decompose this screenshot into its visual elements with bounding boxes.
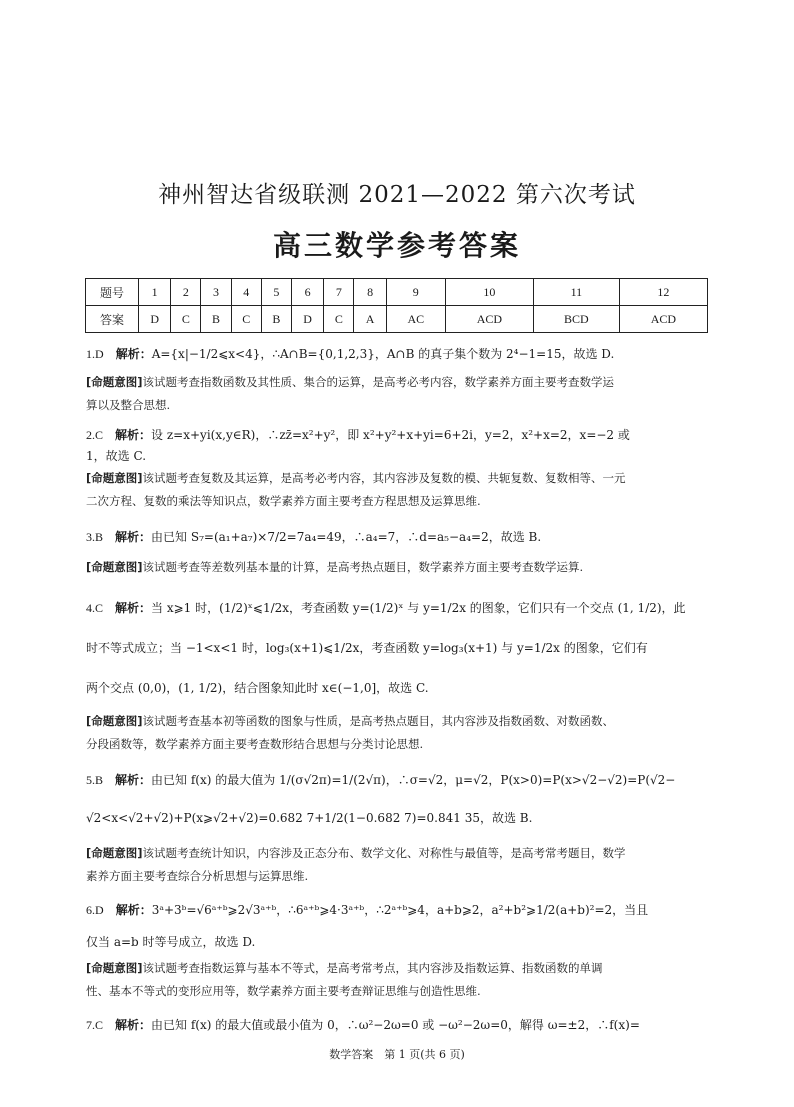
intent-text: 该试题考查等差数列基本量的计算，是高考热点题目，数学素养方面主要考查数学运算. bbox=[142, 560, 584, 574]
intent-block bbox=[86, 710, 716, 756]
solution-text: A={x|−1/2⩽x<4}，∴A∩B={0,1,2,3}，A∩B 的真子集个数为 2⁴−1=15，故选 D. bbox=[151, 347, 615, 361]
intent-block bbox=[86, 957, 716, 1003]
solution-text: 设 z=x+yi(x,y∈R)，∴zz̄=x²+y²，即 x²+y²+x+yi=6+2i，y=2，x²+x=2，x=−2 或 bbox=[151, 428, 630, 442]
question-number-cell: 2 bbox=[171, 279, 201, 306]
intent-label: [命题意图] bbox=[86, 714, 143, 728]
solution-text: 由已知 f(x) 的最大值为 1/(σ√2π)=1/(2√π)，∴σ=√2，μ=√2，P(x>0)=P(x>√2−√2)=P(√2− bbox=[151, 773, 676, 787]
solution-line bbox=[86, 590, 716, 626]
intent-block bbox=[86, 842, 716, 888]
solution-line bbox=[86, 425, 716, 446]
intent-line: 性、基本不等式的变形应用等，数学素养方面主要考查辩证思维与创造性思维. bbox=[86, 984, 481, 998]
solution-6 bbox=[86, 892, 716, 1003]
answer-cell: C bbox=[231, 306, 261, 333]
answer-cell: B bbox=[261, 306, 291, 333]
answer-table bbox=[85, 278, 708, 333]
solution-line bbox=[86, 344, 716, 365]
intent-line bbox=[86, 957, 716, 980]
intent-line: 算以及整合思想. bbox=[86, 398, 171, 412]
solution-line: 仅当 a=b 时等号成立，故选 D. bbox=[86, 935, 256, 949]
question-number-cell: 11 bbox=[533, 279, 619, 306]
exam-title: 神州智达省级联测 2021—2022 第六次考试 bbox=[158, 182, 636, 208]
question-number-cell: 1 bbox=[139, 279, 171, 306]
solution-line: 两个交点 (0,0)，(1, 1/2)，结合图象知此时 x∈(−1,0]，故选 C. bbox=[86, 681, 429, 695]
intent-block bbox=[86, 556, 716, 579]
solution-number: 5.B bbox=[86, 773, 104, 787]
analysis-label: 解析： bbox=[115, 1018, 152, 1032]
intent-text: 该试题考查基本初等函数的图象与性质，是高考热点题目，其内容涉及指数函数、对数函数、 bbox=[142, 714, 615, 728]
intent-label: [命题意图] bbox=[86, 471, 143, 485]
intent-label: [命题意图] bbox=[86, 560, 143, 574]
intent-line bbox=[86, 710, 716, 733]
row-label-answer: 答案 bbox=[86, 306, 139, 333]
row-label-number: 题号 bbox=[86, 279, 139, 306]
intent-text: 该试题考查统计知识，内容涉及正态分布、数学文化、对称性与最值等，是高考常考题目，数学 bbox=[142, 846, 626, 860]
solution-line bbox=[86, 762, 716, 798]
analysis-label: 解析： bbox=[115, 601, 152, 615]
solution-line: 1，故选 C. bbox=[86, 449, 147, 463]
intent-text: 该试题考查指数运算与基本不等式，是高考常考点，其内容涉及指数运算、指数函数的单调 bbox=[142, 961, 603, 975]
analysis-label: 解析： bbox=[115, 347, 152, 361]
intent-label: [命题意图] bbox=[86, 846, 143, 860]
solution-number: 6.D bbox=[86, 903, 104, 917]
intent-text: 该试题考查复数及其运算，是高考必考内容，其内容涉及复数的模、共轭复数、复数相等、一元 bbox=[142, 471, 626, 485]
question-number-cell: 4 bbox=[231, 279, 261, 306]
question-number-cell: 10 bbox=[445, 279, 533, 306]
question-number-cell: 7 bbox=[324, 279, 354, 306]
solution-text: 3ᵃ+3ᵇ=√6ᵃ⁺ᵇ⩾2√3ᵃ⁺ᵇ，∴6ᵃ⁺ᵇ⩾4·3ᵃ⁺ᵇ，∴2ᵃ⁺ᵇ⩾4，a+b⩾2，a²+b²⩾1/2(a+b)²=2，当且 bbox=[151, 903, 649, 917]
intent-line: 素养方面主要考查综合分析思想与运算思维. bbox=[86, 869, 309, 883]
question-number-cell: 8 bbox=[354, 279, 386, 306]
answer-row bbox=[86, 306, 708, 333]
solution-1 bbox=[86, 344, 716, 417]
solution-4 bbox=[86, 590, 716, 756]
solution-line: √2<x<√2+√2)+P(x⩾√2+√2)=0.682 7+1/2(1−0.682 7)=0.841 35，故选 B. bbox=[86, 811, 533, 825]
solution-text: 由已知 f(x) 的最大值或最小值为 0，∴ω²−2ω=0 或 −ω²−2ω=0，解得 ω=±2，∴f(x)= bbox=[151, 1018, 640, 1032]
intent-line bbox=[86, 842, 716, 865]
intent-line bbox=[86, 556, 716, 579]
intent-text: 该试题考查指数函数及其性质、集合的运算，是高考必考内容，数学素养方面主要考查数学运 bbox=[142, 375, 615, 389]
intent-line bbox=[86, 371, 716, 394]
answer-cell: BCD bbox=[533, 306, 619, 333]
question-number-cell: 9 bbox=[386, 279, 445, 306]
analysis-label: 解析： bbox=[115, 903, 152, 917]
intent-block bbox=[86, 467, 716, 513]
intent-line bbox=[86, 467, 716, 490]
question-number-cell: 3 bbox=[201, 279, 231, 306]
solution-line bbox=[86, 527, 716, 548]
solution-2 bbox=[86, 425, 716, 513]
intent-label: [命题意图] bbox=[86, 961, 143, 975]
question-number-cell: 6 bbox=[291, 279, 323, 306]
solution-number: 1.D bbox=[86, 347, 104, 361]
intent-line: 二次方程、复数的乘法等知识点，数学素养方面主要考查方程思想及运算思维. bbox=[86, 494, 481, 508]
solution-text: 由已知 S₇=(a₁+a₇)×7/2=7a₄=49，∴a₄=7，∴d=a₅−a₄=2，故选 B. bbox=[151, 530, 542, 544]
solution-line bbox=[86, 892, 716, 928]
analysis-label: 解析： bbox=[115, 428, 152, 442]
solution-5 bbox=[86, 762, 716, 888]
solution-3 bbox=[86, 527, 716, 579]
question-number-row bbox=[86, 279, 708, 306]
answer-cell: AC bbox=[386, 306, 445, 333]
solution-number: 3.B bbox=[86, 530, 104, 544]
question-number-cell: 12 bbox=[619, 279, 707, 306]
answer-cell: C bbox=[171, 306, 201, 333]
answer-cell: B bbox=[201, 306, 231, 333]
solution-number: 4.C bbox=[86, 601, 104, 615]
answer-cell: C bbox=[324, 306, 354, 333]
answer-cell: D bbox=[291, 306, 323, 333]
intent-block bbox=[86, 371, 716, 417]
analysis-label: 解析： bbox=[115, 530, 152, 544]
solution-7 bbox=[86, 1015, 716, 1036]
answer-cell: A bbox=[354, 306, 386, 333]
solution-text: 当 x⩾1 时，(1/2)ˣ⩽1/2x，考查函数 y=(1/2)ˣ 与 y=1/2x 的图象，它们只有一个交点 (1, 1/2)，此 bbox=[151, 601, 686, 615]
question-number-cell: 5 bbox=[261, 279, 291, 306]
document-title: 高三数学参考答案 bbox=[272, 229, 521, 262]
answer-cell: ACD bbox=[445, 306, 533, 333]
intent-line: 分段函数等，数学素养方面主要考查数形结合思想与分类讨论思想. bbox=[86, 737, 424, 751]
solution-line bbox=[86, 1015, 716, 1036]
solution-number: 7.C bbox=[86, 1018, 104, 1032]
solution-number: 2.C bbox=[86, 428, 104, 442]
analysis-label: 解析： bbox=[115, 773, 152, 787]
page-footer: 数学答案 第 1 页(共 6 页) bbox=[329, 1048, 465, 1061]
answer-cell: D bbox=[139, 306, 171, 333]
solution-line: 时不等式成立；当 −1<x<1 时，log₃(x+1)⩽1/2x，考查函数 y=log₃(x+1) 与 y=1/2x 的图象，它们有 bbox=[86, 641, 648, 655]
intent-label: [命题意图] bbox=[86, 375, 143, 389]
answer-cell: ACD bbox=[619, 306, 707, 333]
